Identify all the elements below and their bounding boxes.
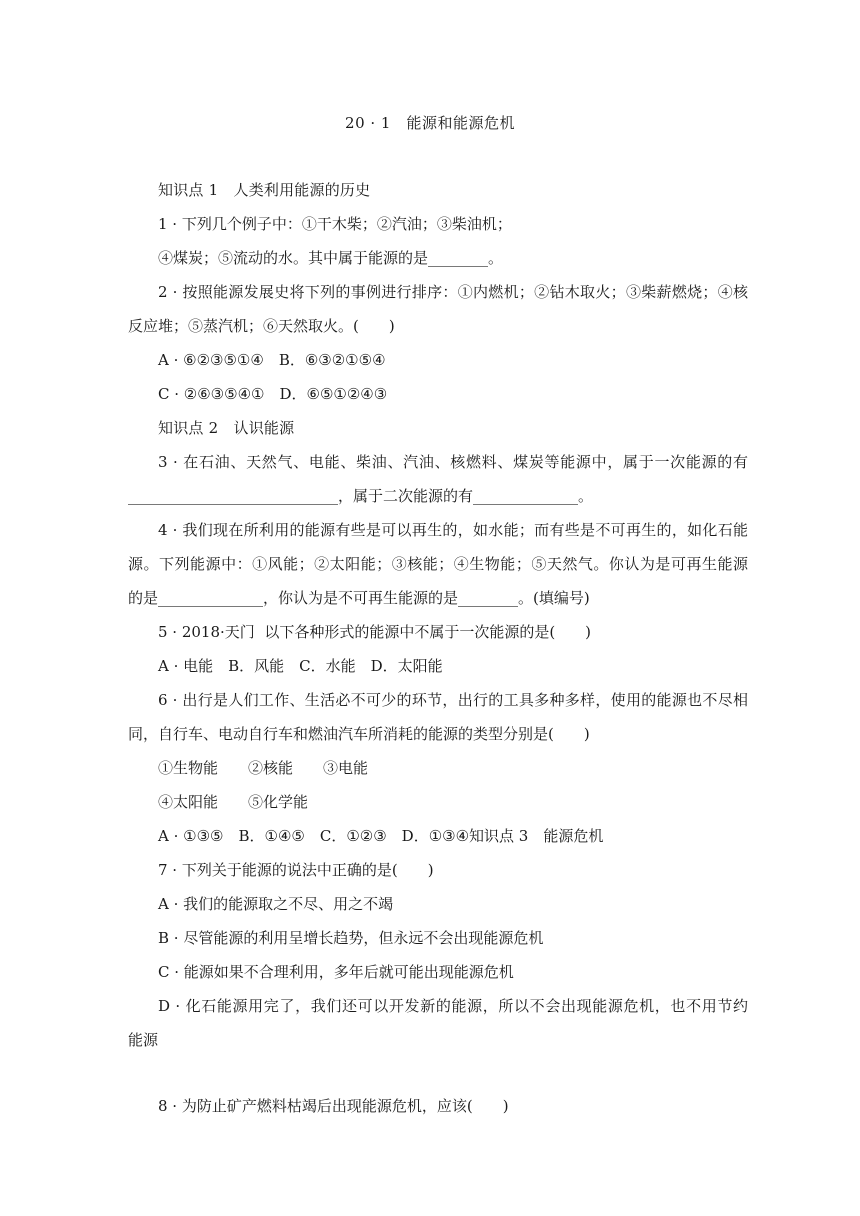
section-heading-1: 知识点 1 人类利用能源的历史 xyxy=(158,181,371,199)
question-7-option-d-line-2: 能源 xyxy=(128,1031,159,1049)
question-8-line-1: 8 · 为防止矿产燃料枯竭后出现能源危机，应该( ) xyxy=(158,1097,509,1115)
question-2-line-1: 2 · 按照能源发展史将下列的事例进行排序：①内燃机；②钻木取火；③柴薪燃烧；④核 xyxy=(158,283,748,301)
question-6-choices-2: ④太阳能 ⑤化学能 xyxy=(158,793,309,811)
question-7-line-1: 7 · 下列关于能源的说法中正确的是( ) xyxy=(158,861,434,879)
question-7-option-a: A · 我们的能源取之不尽、用之不竭 xyxy=(158,895,394,913)
question-2-line-2: 反应堆；⑤蒸汽机；⑥天然取火。( ) xyxy=(128,317,395,335)
question-7-option-c: C · 能源如果不合理利用，多年后就可能出现能源危机 xyxy=(158,963,514,981)
question-7-option-d-line-1: D · 化石能源用完了，我们还可以开发新的能源，所以不会出现能源危机，也不用节约 xyxy=(158,997,748,1015)
question-3-line-1: 3 · 在石油、天然气、电能、柴油、汽油、核燃料、煤炭等能源中，属于一次能源的有 xyxy=(158,453,748,471)
question-5-line-1: 5 · 2018·天门 以下各种形式的能源中不属于一次能源的是( ) xyxy=(158,623,592,641)
question-4-line-3: 的是______________，你认为是不可再生能源的是________。(填编号) xyxy=(128,589,590,607)
page-title: 20 · 1 能源和能源危机 xyxy=(345,114,515,132)
question-6-options: A · ①③⑤ B．①④⑤ C．①②③ D．①③④知识点 3 能源危机 xyxy=(158,827,604,845)
question-1-line-1: 1 · 下列几个例子中：①干木柴；②汽油；③柴油机； xyxy=(158,215,512,233)
question-4-line-2: 源。下列能源中：①风能；②太阳能；③核能；④生物能；⑤天然气。你认为是可再生能源 xyxy=(128,555,748,573)
question-2-options-ab: A · ⑥②③⑤①④ B．⑥③②①⑤④ xyxy=(158,351,386,369)
question-5-options: A · 电能 B．风能 C．水能 D．太阳能 xyxy=(158,657,443,675)
question-2-options-cd: C · ②⑥③⑤④① D．⑥⑤①②④③ xyxy=(158,385,388,403)
section-heading-2: 知识点 2 认识能源 xyxy=(158,419,295,437)
question-1-line-2: ④煤炭；⑤流动的水。其中属于能源的是________。 xyxy=(158,249,504,267)
question-3-line-2: ____________________________，属于二次能源的有______________。 xyxy=(128,487,594,505)
question-6-choices-1: ①生物能 ②核能 ③电能 xyxy=(158,759,369,777)
question-4-line-1: 4 · 我们现在所利用的能源有些是可以再生的，如水能；而有些是不可再生的，如化石能 xyxy=(158,521,748,539)
question-6-line-2: 同，自行车、电动自行车和燃油汽车所消耗的能源的类型分别是( ) xyxy=(128,725,590,743)
question-6-line-1: 6 · 出行是人们工作、生活必不可少的环节，出行的工具多种多样，使用的能源也不尽相 xyxy=(158,691,748,709)
question-7-option-b: B · 尽管能源的利用呈增长趋势，但永远不会出现能源危机 xyxy=(158,929,544,947)
